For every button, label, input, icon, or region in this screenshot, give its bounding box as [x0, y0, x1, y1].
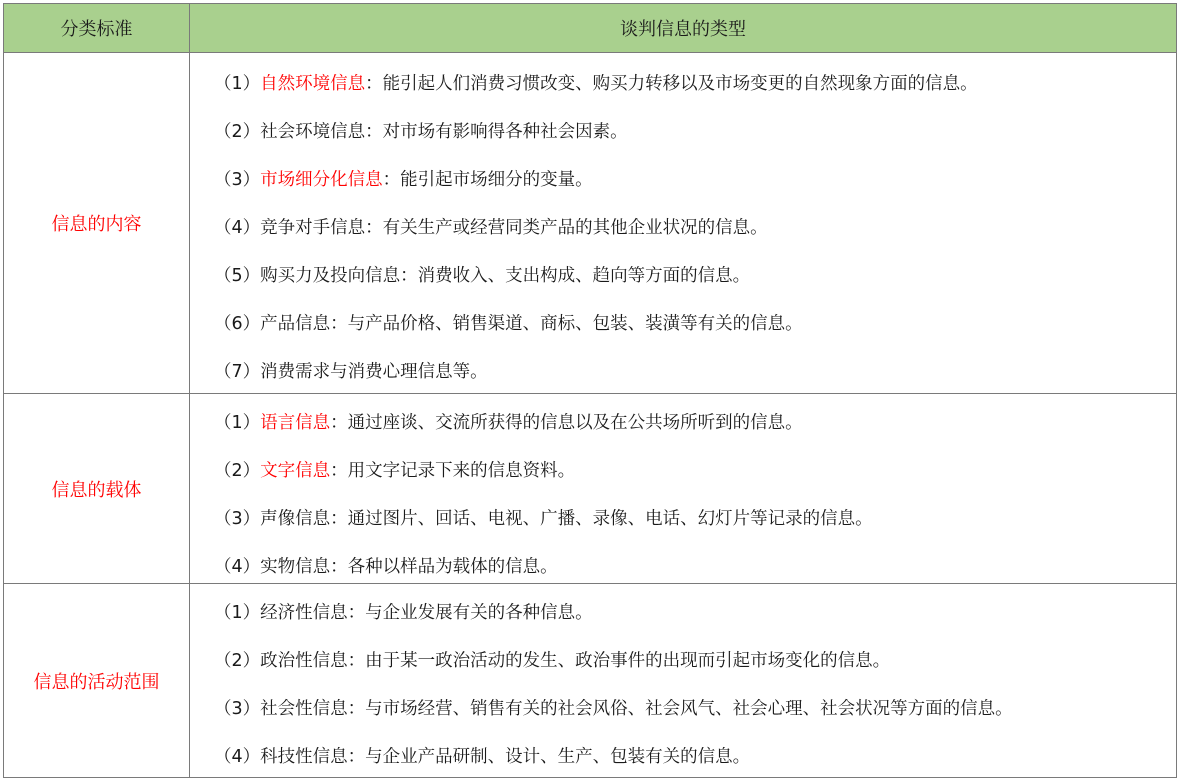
item-desc: 通过图片、回话、电视、广播、录像、电话、幻灯片等记录的信息。: [347, 509, 873, 529]
item-desc: 能引起市场细分的变量。: [400, 170, 593, 190]
item-name: 社会性信息: [260, 699, 348, 719]
item-name: 经济性信息: [260, 603, 348, 623]
list-item: [214, 119, 1172, 145]
item-sep: ：: [330, 413, 348, 433]
item-desc: 消费收入、支出构成、趋向等方面的信息。: [417, 266, 751, 286]
item-sep: ：: [400, 266, 418, 286]
list-item: [214, 167, 1172, 193]
list-item: [214, 554, 1172, 580]
item-sep: ：: [330, 557, 348, 577]
item-number: （4）: [214, 218, 261, 238]
header-category: 分类标准: [4, 4, 190, 52]
table-row-scope: [4, 584, 1176, 777]
item-number: （2）: [214, 461, 261, 481]
item-number: （2）: [214, 651, 261, 671]
item-name: 购买力及投向信息: [260, 266, 401, 286]
item-name: 实物信息: [260, 557, 331, 577]
item-name: 声像信息: [260, 509, 331, 529]
list-item: [214, 648, 1172, 674]
item-name: 消费需求与消费心理信息等。: [260, 362, 488, 382]
item-name: 市场细分化信息: [260, 170, 383, 190]
item-sep: ：: [347, 603, 366, 623]
item-sep: ：: [347, 651, 366, 671]
item-number: （7）: [214, 362, 261, 382]
item-desc: 与企业发展有关的各种信息。: [365, 603, 593, 623]
table-header: [4, 4, 1176, 53]
item-name: 政治性信息: [260, 651, 348, 671]
list-item: [214, 311, 1172, 337]
item-desc: 通过座谈、交流所获得的信息以及在公共场所听到的信息。: [347, 413, 803, 433]
item-sep: ：: [365, 122, 383, 142]
item-number: （3）: [214, 170, 261, 190]
item-name: 社会环境信息: [260, 122, 366, 142]
type-list: [190, 53, 1176, 393]
list-item: [214, 458, 1172, 484]
category-cell: 信息的活动范围: [4, 584, 190, 777]
item-number: （3）: [214, 509, 261, 529]
list-item: [214, 744, 1172, 770]
list-item: [214, 359, 1172, 385]
item-desc: 用文字记录下来的信息资料。: [347, 461, 576, 481]
item-sep: ：: [330, 314, 348, 334]
item-sep: ：: [347, 699, 366, 719]
category-cell: 信息的载体: [4, 394, 190, 583]
item-number: （4）: [214, 557, 261, 577]
header-types: 谈判信息的类型: [620, 19, 746, 40]
list-item: [214, 410, 1172, 436]
item-name: 自然环境信息: [260, 74, 366, 94]
item-desc: 能引起人们消费习惯改变、购买力转移以及市场变更的自然现象方面的信息。: [382, 74, 978, 94]
type-list: [190, 584, 1176, 777]
item-number: （1）: [214, 603, 261, 623]
item-desc: 有关生产或经营同类产品的其他企业状况的信息。: [382, 218, 768, 238]
item-name: 产品信息: [260, 314, 331, 334]
item-desc: 对市场有影响得各种社会因素。: [382, 122, 628, 142]
item-sep: ：: [382, 170, 401, 190]
item-sep: ：: [330, 461, 348, 481]
item-sep: ：: [365, 74, 383, 94]
type-list: [190, 394, 1176, 583]
table-row-content: [4, 53, 1176, 394]
item-sep: ：: [347, 747, 366, 767]
item-number: （6）: [214, 314, 261, 334]
table-row-carrier: [4, 394, 1176, 584]
list-item: [214, 696, 1172, 722]
item-name: 竞争对手信息: [260, 218, 366, 238]
item-desc: 各种以样品为载体的信息。: [347, 557, 558, 577]
list-item: [214, 215, 1172, 241]
item-sep: ：: [330, 509, 348, 529]
item-number: （2）: [214, 122, 261, 142]
category-cell: 信息的内容: [4, 53, 190, 393]
list-item: [214, 263, 1172, 289]
item-name: 科技性信息: [260, 747, 348, 767]
list-item: [214, 71, 1172, 97]
item-desc: 由于某一政治活动的发生、政治事件的出现而引起市场变化的信息。: [365, 651, 891, 671]
list-item: [214, 600, 1172, 626]
item-number: （1）: [214, 413, 261, 433]
item-sep: ：: [365, 218, 383, 238]
item-desc: 与产品价格、销售渠道、商标、包装、装潢等有关的信息。: [347, 314, 803, 334]
item-desc: 与企业产品研制、设计、生产、包装有关的信息。: [365, 747, 751, 767]
item-number: （4）: [214, 747, 261, 767]
item-desc: 与市场经营、销售有关的社会风俗、社会风气、社会心理、社会状况等方面的信息。: [365, 699, 1013, 719]
item-number: （3）: [214, 699, 261, 719]
list-item: [214, 506, 1172, 532]
item-name: 文字信息: [260, 461, 331, 481]
item-number: （1）: [214, 74, 261, 94]
item-number: （5）: [214, 266, 261, 286]
item-name: 语言信息: [260, 413, 331, 433]
info-type-table: [3, 3, 1177, 778]
